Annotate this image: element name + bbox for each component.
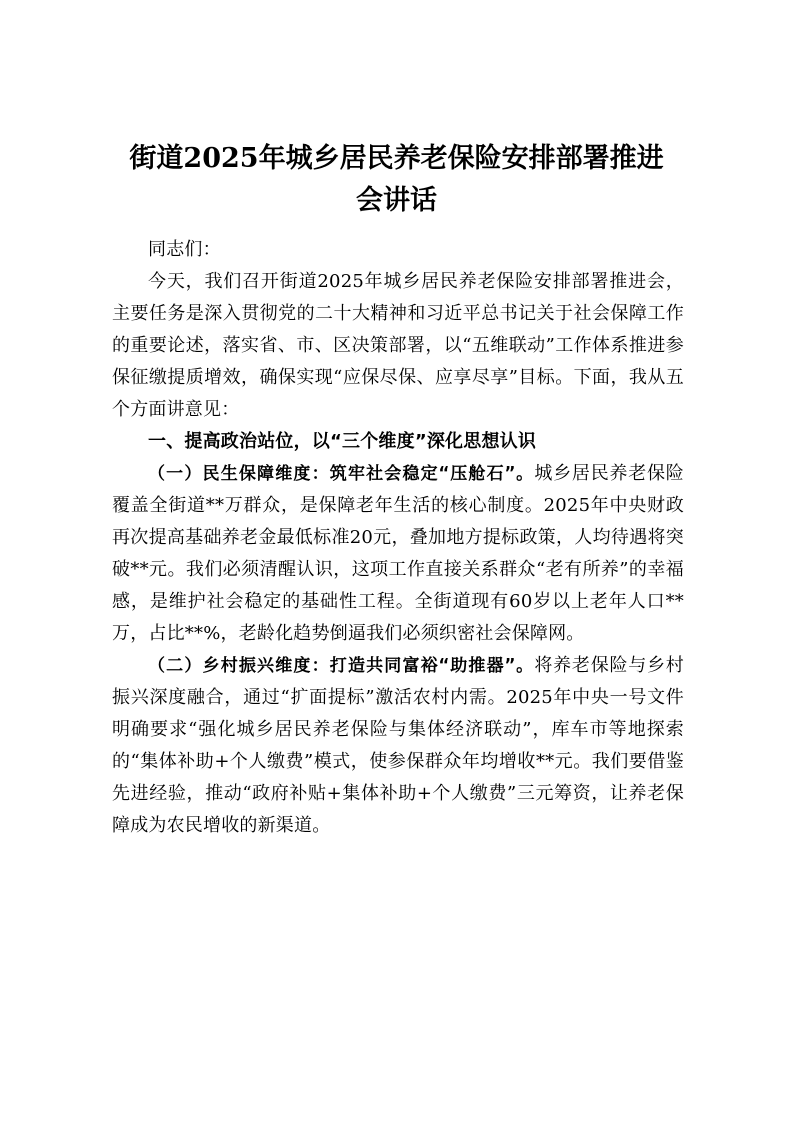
document-body xyxy=(112,234,684,842)
subsection-title-2: （二）乡村振兴维度：打造共同富裕“助推器”。 xyxy=(148,656,535,676)
document-title xyxy=(100,138,693,222)
title-line-1: 街道2025年城乡居民养老保险安排部署推进 xyxy=(129,143,664,174)
subsection-text-1: 城乡居民养老保险覆盖全街道**万群众，是保障老年生活的核心制度。2025年中央财政再次提高基础养老金最低标准20元，叠加地方提标政策，人均待遇将突破**元。我们必须清醒认识，这项工作直接关系群众“老有所养”的幸福感，是维护社会稳定的基础性工程。全街道现有60岁以上老年人口**万，占比**%，老龄化趋势倒逼我们必须织密社会保障网。 xyxy=(112,463,684,644)
subsection-paragraph-2 xyxy=(112,650,684,842)
subsection-title-1: （一）民生保障维度：筑牢社会稳定“压舱石”。 xyxy=(148,464,535,484)
subsection-text-2: 将养老保险与乡村振兴深度融合，通过“扩面提标”激活农村内需。2025年中央一号文件明确要求“强化城乡居民养老保险与集体经济联动”，库车市等地探索的“集体补助+个人缴费”模式，使参保群众年均增收**元。我们要借鉴先进经验，推动“政府补贴+集体补助+个人缴费”三元筹资，让养老保障成为农民增收的新渠道。 xyxy=(112,655,684,836)
intro-paragraph: 今天，我们召开街道2025年城乡居民养老保险安排部署推进会，主要任务是深入贯彻党的二十大精神和习近平总书记关于社会保障工作的重要论述，落实省、市、区决策部署，以“五维联动”工作体系推进参保征缴提质增效，确保实现“应保尽保、应享尽享”目标。下面，我从五个方面讲意见： xyxy=(112,271,684,420)
subsection-paragraph-1 xyxy=(112,458,684,650)
title-line-2: 会讲话 xyxy=(356,185,437,216)
section-heading-1: 一、提高政治站位，以“三个维度”深化思想认识 xyxy=(148,431,537,452)
greeting: 同志们： xyxy=(148,239,221,260)
